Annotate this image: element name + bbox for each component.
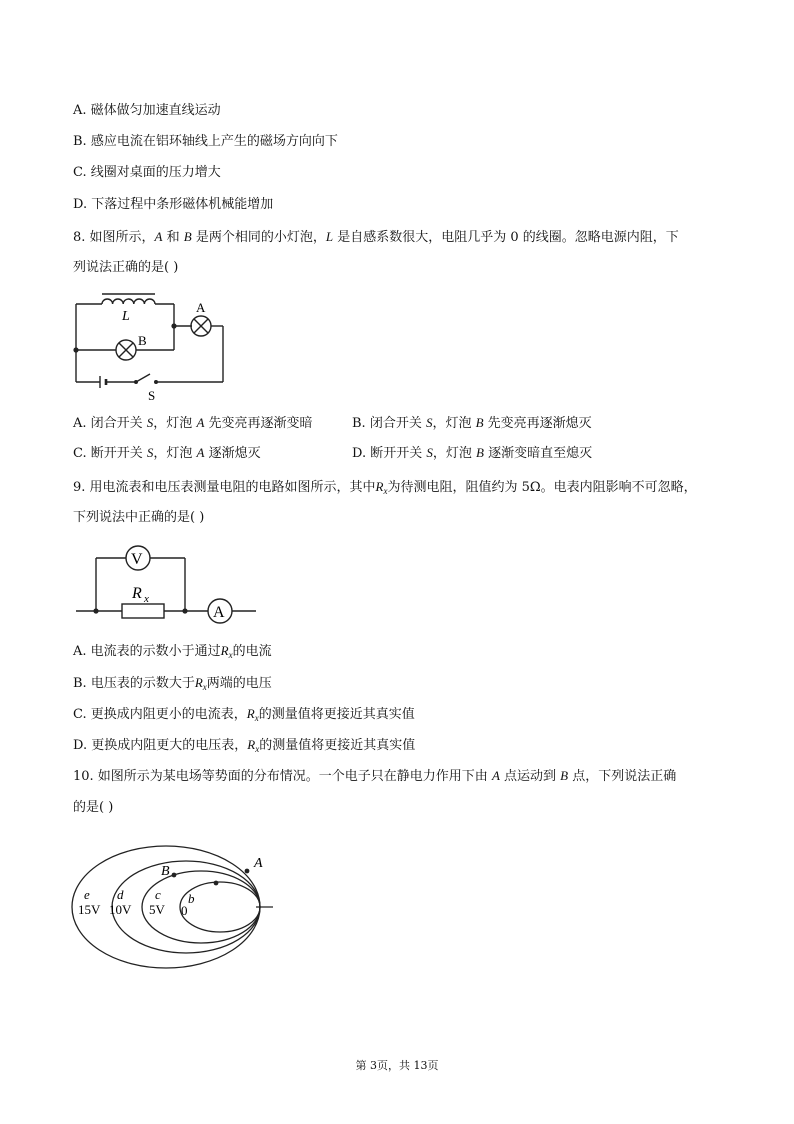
q8-label-l: L xyxy=(122,309,130,324)
q10-point-b xyxy=(172,873,177,878)
q8-label-a: A xyxy=(196,300,206,315)
q8-stem-line1 xyxy=(73,228,679,247)
q8-text: 和 xyxy=(162,230,184,245)
q9-rx-sub: x xyxy=(228,650,233,660)
q8-junction xyxy=(171,323,176,328)
q8-text: 是自感系数很大，电阻几乎为 0 的线圈。忽略电源内阻，下 xyxy=(333,230,679,245)
q10-surface-b-letter: b xyxy=(188,891,195,906)
q10-stem-line1 xyxy=(73,767,676,786)
q10-var-a: A xyxy=(491,768,500,783)
q8-text: 8. 如图所示， xyxy=(73,230,155,245)
q9-stem-line1 xyxy=(73,478,697,500)
q9-rx-sub: x xyxy=(254,713,259,723)
q9-circuit-diagram xyxy=(74,542,259,627)
q10-surface-e-value: 15V xyxy=(78,902,101,917)
q8-stem-line2: 列说法正确的是( ) xyxy=(73,260,179,275)
q10-surface-e-letter: e xyxy=(84,887,90,902)
q8-opt-var: A xyxy=(196,445,205,460)
q9-voltmeter-label: V xyxy=(131,551,143,568)
q10-surface-d-value: 10V xyxy=(109,902,132,917)
q8-var-a: A xyxy=(154,229,163,244)
q8-option-c xyxy=(73,444,261,463)
q10-stem-line2: 的是( ) xyxy=(73,800,114,815)
q10-surface-c-letter: c xyxy=(155,887,161,902)
q9-text: 为待测电阻，阻值约为 5Ω。电表内阻影响不可忽略， xyxy=(387,480,697,495)
q10-surface-b xyxy=(180,882,260,932)
q10-text: 点，下列说法正确 xyxy=(568,769,677,784)
q8-text: 是两个相同的小灯泡， xyxy=(191,230,326,245)
q8-opt-var: B xyxy=(476,445,484,460)
q8-var-b: B xyxy=(183,229,192,244)
q7-option-b: B. 感应电流在铝环轴线上产生的磁场方向向下 xyxy=(73,134,338,149)
q10-surface-c-value: 5V xyxy=(149,902,165,917)
q8-label-b: B xyxy=(138,333,147,348)
q8-opt-text: A. 闭合开关 xyxy=(73,416,147,431)
q8-opt-text: ，灯泡 xyxy=(153,416,197,431)
q8-opt-text: C. 断开开关 xyxy=(73,446,147,461)
q8-opt-var: A xyxy=(196,415,205,430)
q9-opt-text: B. 电压表的示数大于 xyxy=(73,676,195,691)
q9-rx-label-sub: x xyxy=(144,593,149,605)
q10-point-a xyxy=(245,869,250,874)
q10-surface-d-letter: d xyxy=(117,887,124,902)
q9-opt-text: 的测量值将更接近其真实值 xyxy=(258,707,415,722)
q8-opt-text: 逐渐熄灭 xyxy=(204,446,261,461)
q7-option-d: D. 下落过程中条形磁体机械能增加 xyxy=(73,197,274,212)
q9-junction xyxy=(93,608,98,613)
q9-option-b xyxy=(73,674,272,696)
q8-circuit-diagram xyxy=(70,290,240,405)
q10-surface-b-value: 0 xyxy=(181,903,188,918)
q9-option-a xyxy=(73,642,272,664)
q9-rx: R xyxy=(247,737,256,752)
q8-opt-var: S xyxy=(146,415,154,430)
q9-opt-text: A. 电流表的示数小于通过 xyxy=(73,644,221,659)
q9-stem-line2: 下列说法中正确的是( ) xyxy=(73,510,205,525)
q8-option-a xyxy=(73,414,313,433)
q9-ammeter-label: A xyxy=(213,604,225,621)
q8-opt-text: B. 闭合开关 xyxy=(352,416,426,431)
q9-resistor-rx xyxy=(122,604,164,618)
q8-junction xyxy=(73,347,78,352)
q9-rx-label: R xyxy=(132,585,142,602)
q9-rx: R xyxy=(220,643,229,658)
page-footer: 第 3页，共 13页 xyxy=(355,1059,439,1072)
q8-opt-text: ，灯泡 xyxy=(432,446,476,461)
q8-option-b xyxy=(352,414,592,433)
q10-label-b: B xyxy=(161,864,170,879)
q9-opt-text: 的电流 xyxy=(232,644,272,659)
q9-opt-text: 两端的电压 xyxy=(206,676,272,691)
q9-rx: R xyxy=(375,479,384,494)
q8-opt-var: B xyxy=(475,415,484,430)
q9-option-d xyxy=(73,736,415,758)
q7-option-c: C. 线圈对桌面的压力增大 xyxy=(73,165,221,180)
q9-rx-sub: x xyxy=(202,682,207,692)
q9-text: 9. 用电流表和电压表测量电阻的电路如图所示，其中 xyxy=(73,480,376,495)
q9-rx: R xyxy=(194,675,203,690)
q9-opt-text: 的测量值将更接近其真实值 xyxy=(259,738,416,753)
q8-opt-text: 先变亮再逐渐熄灭 xyxy=(483,416,592,431)
q9-rx-sub: x xyxy=(383,486,388,496)
q10-text: 点运动到 xyxy=(499,769,561,784)
q9-opt-text: C. 更换成内阻更小的电流表， xyxy=(73,707,247,722)
q9-opt-text: D. 更换成内阻更大的电压表， xyxy=(73,738,248,753)
q8-opt-text: 逐渐变暗直至熄灭 xyxy=(483,446,593,461)
q8-opt-var: S xyxy=(425,415,433,430)
q8-label-s: S xyxy=(148,388,156,403)
q10-point-b-inner xyxy=(214,881,219,886)
q9-junction xyxy=(182,608,187,613)
q8-opt-text: ，灯泡 xyxy=(153,446,197,461)
q9-rx-sub: x xyxy=(255,744,260,754)
q8-opt-text: ，灯泡 xyxy=(432,416,476,431)
q8-opt-text: D. 断开开关 xyxy=(352,446,427,461)
q8-switch-contact xyxy=(154,380,158,384)
q8-opt-var: S xyxy=(426,445,433,460)
q9-option-c xyxy=(73,705,415,727)
q8-opt-text: 先变亮再逐渐变暗 xyxy=(204,416,313,431)
q10-text: 10. 如图所示为某电场等势面的分布情况。一个电子只在静电力作用下由 xyxy=(73,769,492,784)
q8-var-l: L xyxy=(325,229,334,244)
q9-rx: R xyxy=(246,706,255,721)
q8-inductor xyxy=(102,299,155,304)
q8-option-d xyxy=(352,444,592,463)
q10-label-a: A xyxy=(254,856,263,871)
q7-option-a: A. 磁体做匀加速直线运动 xyxy=(73,103,221,118)
q8-opt-var: S xyxy=(146,445,154,460)
q8-switch-pivot xyxy=(134,380,138,384)
q8-switch-blade xyxy=(136,374,150,382)
q10-var-b: B xyxy=(560,768,569,783)
q10-equipotential-diagram xyxy=(70,845,280,1005)
